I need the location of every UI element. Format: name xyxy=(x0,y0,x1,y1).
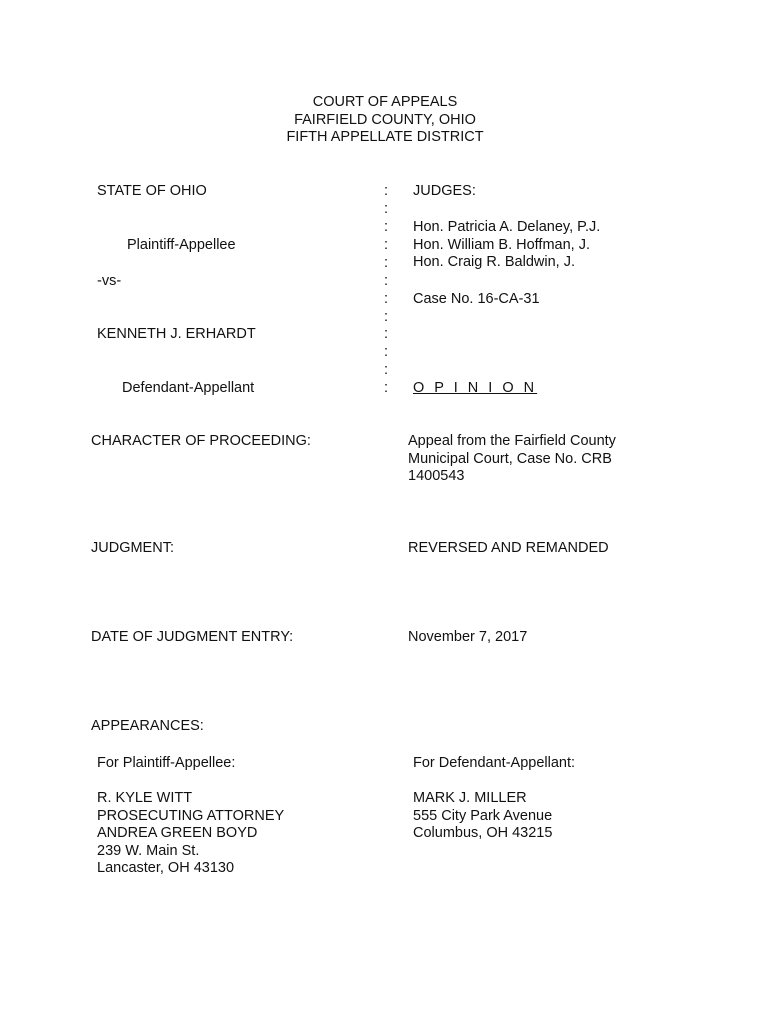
colon: : xyxy=(384,183,389,199)
court-district: FIFTH APPELLATE DISTRICT xyxy=(286,129,484,145)
court-header xyxy=(0,94,770,147)
counsel-line: Lancaster, OH 43130 xyxy=(97,860,235,876)
colon: : xyxy=(384,219,389,235)
counsel-line: PROSECUTING ATTORNEY xyxy=(97,807,285,824)
proceeding-label: CHARACTER OF PROCEEDING: xyxy=(91,433,311,449)
court-name: COURT OF APPEALS xyxy=(312,94,458,110)
judges-list xyxy=(413,219,600,272)
judges-label: JUDGES: xyxy=(413,183,476,199)
defendant-name: KENNETH J. ERHARDT xyxy=(97,326,256,342)
defendant-counsel xyxy=(413,790,552,843)
colon: : xyxy=(384,362,389,378)
plaintiff-name: STATE OF OHIO xyxy=(97,183,207,199)
plaintiff-counsel xyxy=(97,790,284,878)
proceeding-line: Appeal from the Fairfield County xyxy=(408,433,616,449)
judge-name: Hon. Patricia A. Delaney, P.J. xyxy=(413,219,601,235)
defendant-role: Defendant-Appellant xyxy=(122,380,255,396)
defendant-counsel-label: For Defendant-Appellant: xyxy=(413,755,576,771)
colon: : xyxy=(384,255,389,271)
colon: : xyxy=(384,344,389,360)
counsel-line: R. KYLE WITT xyxy=(97,790,193,806)
versus-label: -vs- xyxy=(97,273,122,289)
colon: : xyxy=(384,201,389,217)
judge-name: Hon. William B. Hoffman, J. xyxy=(413,236,591,253)
case-number: Case No. 16-CA-31 xyxy=(413,291,540,307)
judge-name: Hon. Craig R. Baldwin, J. xyxy=(413,254,575,270)
date-value: November 7, 2017 xyxy=(408,629,528,645)
court-county: FAIRFIELD COUNTY, OHIO xyxy=(294,111,476,128)
colon: : xyxy=(384,273,389,289)
judgment-value: REVERSED AND REMANDED xyxy=(408,540,609,556)
appearances-heading: APPEARANCES: xyxy=(91,718,204,734)
counsel-line: Columbus, OH 43215 xyxy=(413,825,553,841)
judgment-label: JUDGMENT: xyxy=(91,540,174,556)
colon: : xyxy=(384,237,389,253)
proceeding-line: Municipal Court, Case No. CRB xyxy=(408,450,612,467)
proceeding-value xyxy=(408,433,616,486)
opinion-title: O P I N I O N xyxy=(413,380,538,396)
colon: : xyxy=(384,309,389,325)
date-label: DATE OF JUDGMENT ENTRY: xyxy=(91,629,294,645)
colon: : xyxy=(384,291,389,307)
proceeding-line: 1400543 xyxy=(408,468,465,484)
counsel-line: 239 W. Main St. xyxy=(97,842,200,859)
plaintiff-counsel-label: For Plaintiff-Appellee: xyxy=(97,755,236,771)
counsel-line: ANDREA GREEN BOYD xyxy=(97,825,258,841)
colon: : xyxy=(384,380,389,396)
counsel-line: 555 City Park Avenue xyxy=(413,807,553,824)
counsel-line: MARK J. MILLER xyxy=(413,790,527,806)
colon: : xyxy=(384,326,389,342)
plaintiff-role: Plaintiff-Appellee xyxy=(127,237,236,253)
